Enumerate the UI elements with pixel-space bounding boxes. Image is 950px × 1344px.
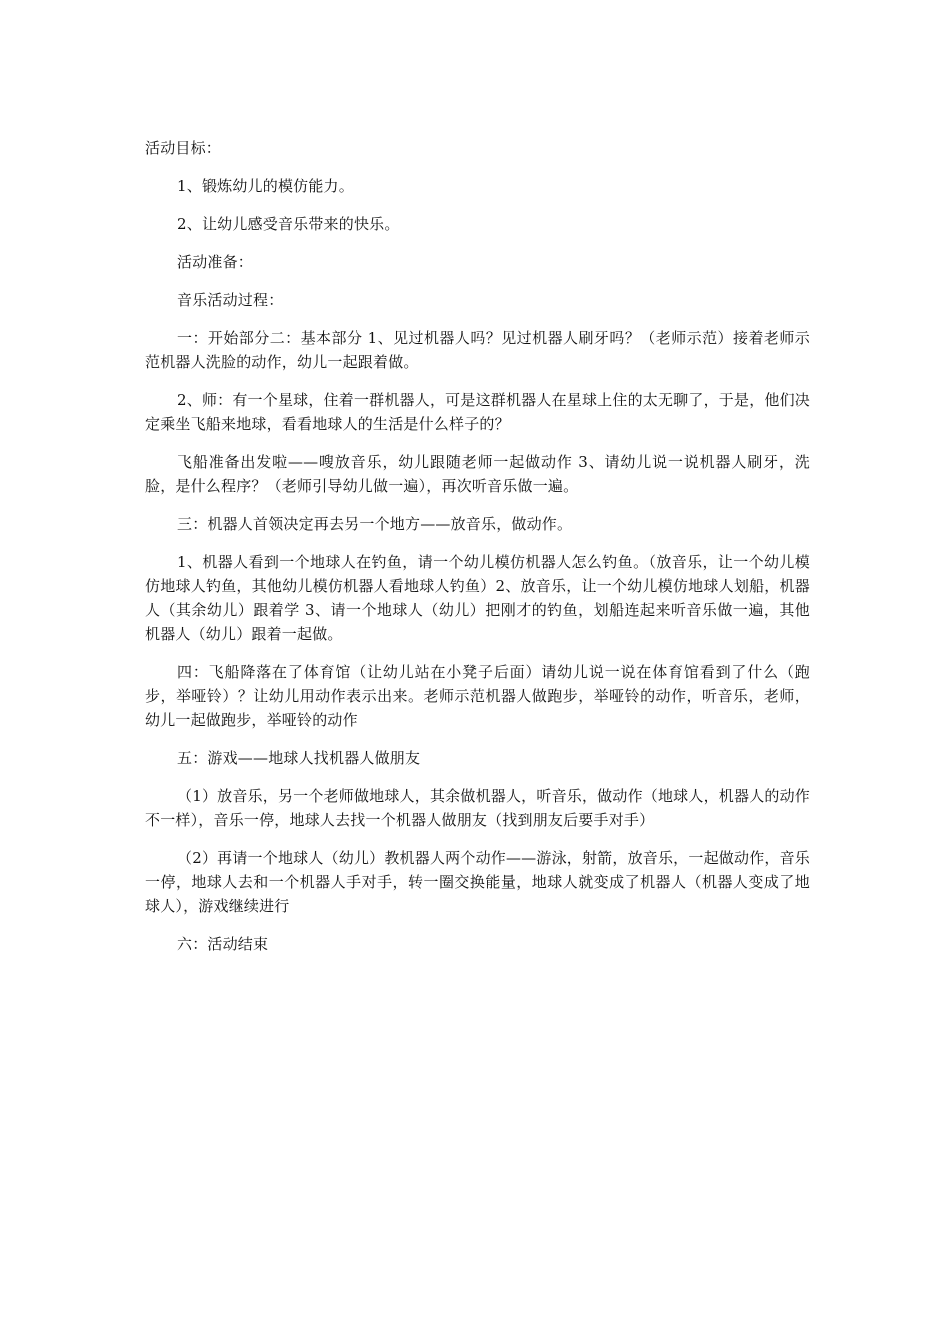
paragraph-part-4: 四：飞船降落在了体育馆（让幼儿站在小凳子后面）请幼儿说一说在体育馆看到了什么（跑步，举哑铃）？让幼儿用动作表示出来。老师示范机器人做跑步，举哑铃的动作，听音乐，老师，幼儿一起做跑步，举哑铃的动作 xyxy=(145,663,810,729)
paragraph-part-5-title: 五：游戏——地球人找机器人做朋友 xyxy=(177,749,421,767)
paragraph-part-3-details: 1、机器人看到一个地球人在钓鱼，请一个幼儿模仿机器人怎么钓鱼。（放音乐，让一个幼儿模仿地球人钓鱼，其他幼儿模仿机器人看地球人钓鱼）2、放音乐，让一个幼儿模仿地球人划船，机器人（其余幼儿）跟着学 3、请一个地球人（幼儿）把刚才的钓鱼，划船连起来听音乐做一遍，其他机器人（幼儿）跟着一起做。 xyxy=(145,553,810,643)
paragraph-part-1: 一：开始部分二：基本部分 1、见过机器人吗？见过机器人刷牙吗？（老师示范）接着老师示范机器人洗脸的动作，幼儿一起跟着做。 xyxy=(145,329,810,371)
paragraph-game-step-1: （1）放音乐，另一个老师做地球人，其余做机器人，听音乐，做动作（地球人，机器人的动作不一样），音乐一停，地球人去找一个机器人做朋友（找到朋友后要手对手） xyxy=(145,787,810,829)
paragraph-part-2: 2、师：有一个星球，住着一群机器人，可是这群机器人在星球上住的太无聊了，于是，他们决定乘坐飞船来地球，看看地球人的生活是什么样子的？ xyxy=(145,391,810,433)
paragraph-part-3: 三：机器人首领决定再去另一个地方——放音乐，做动作。 xyxy=(177,515,573,533)
section-heading-process: 音乐活动过程： xyxy=(177,291,284,309)
paragraph-goal-1: 1、锻炼幼儿的模仿能力。 xyxy=(177,177,354,195)
section-heading-preparation: 活动准备： xyxy=(177,253,254,271)
document-body xyxy=(145,136,810,970)
paragraph-game-step-2: （2）再请一个地球人（幼儿）教机器人两个动作——游泳，射箭，放音乐，一起做动作，音乐一停，地球人去和一个机器人手对手，转一圈交换能量，地球人就变成了机器人（机器人变成了地球人），游戏继续进行 xyxy=(145,849,810,915)
paragraph-goal-2: 2、让幼儿感受音乐带来的快乐。 xyxy=(177,215,400,233)
paragraph-part-6: 六：活动结束 xyxy=(177,935,269,953)
section-heading-goals: 活动目标： xyxy=(145,139,222,157)
paragraph-part-2-continued: 飞船准备出发啦——嗖放音乐，幼儿跟随老师一起做动作 3、请幼儿说一说机器人刷牙，洗脸，是什么程序？（老师引导幼儿做一遍），再次听音乐做一遍。 xyxy=(145,453,810,495)
